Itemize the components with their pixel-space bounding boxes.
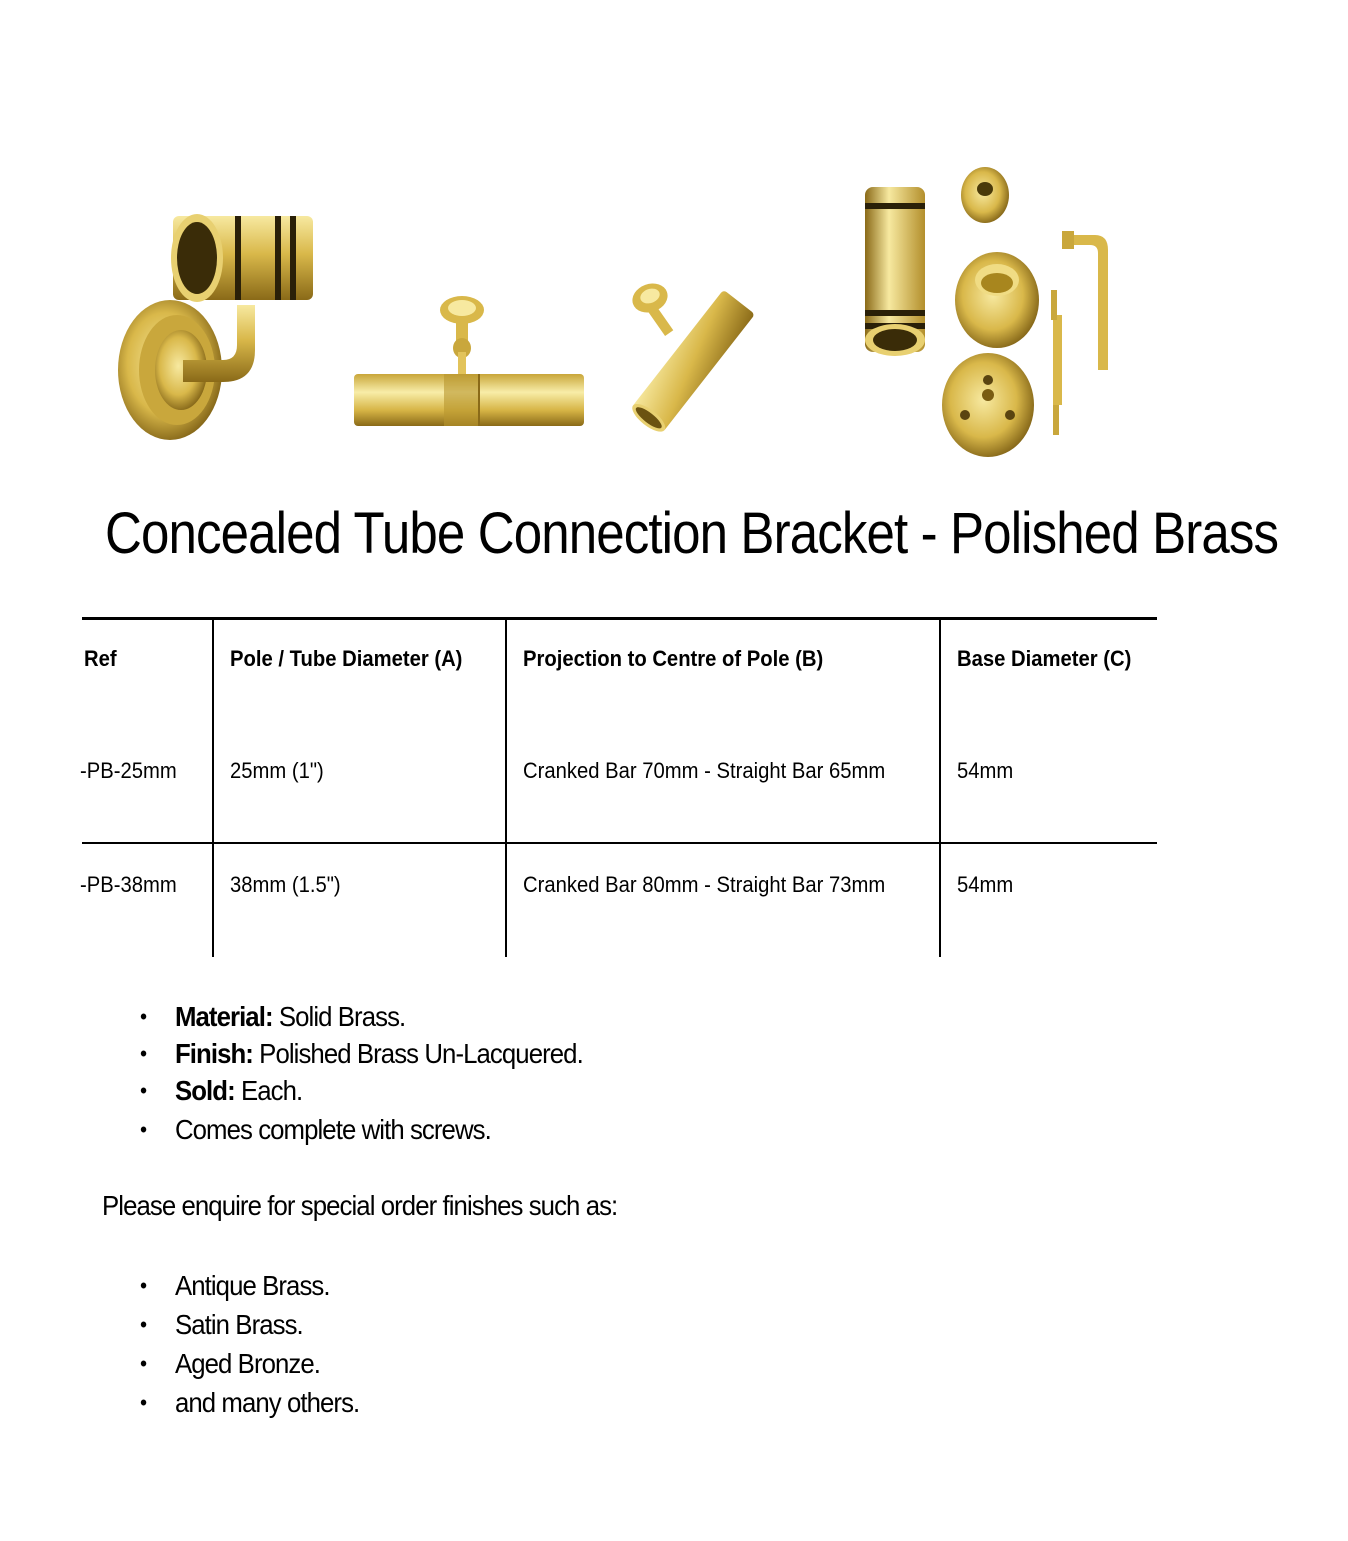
table-cell-base: 54mm (957, 758, 1014, 783)
list-item (140, 1266, 359, 1305)
table-header-ref: Ref (84, 646, 117, 671)
spec-list (140, 998, 583, 1148)
table-cell-ref: -PB-25mm (80, 758, 177, 783)
list-item (140, 1035, 583, 1072)
bullet-icon: • (140, 1273, 147, 1298)
spec-value: Polished Brass Un-Lacquered. (252, 1038, 583, 1069)
table-col-divider-2 (505, 619, 507, 957)
table-header-diameter: Pole / Tube Diameter (A) (230, 646, 463, 671)
bullet-icon: • (140, 1041, 147, 1066)
enquire-text: Please enquire for special order finishes such as: (102, 1190, 618, 1221)
list-item (140, 1072, 583, 1109)
bullet-icon: • (140, 1312, 147, 1337)
spec-value: Each. (234, 1075, 303, 1106)
table-header-base: Base Diameter (C) (957, 646, 1132, 671)
table-cell-projection: Cranked Bar 80mm - Straight Bar 73mm (523, 872, 886, 897)
page-title: Concealed Tube Connection Bracket - Polished Brass (105, 501, 1279, 566)
list-item (140, 1383, 359, 1422)
table-cell-ref: -PB-38mm (80, 872, 177, 897)
spec-label: Material: (174, 1001, 273, 1032)
spec-label: Sold: (174, 1075, 235, 1106)
table-cell-base: 54mm (957, 872, 1014, 897)
finish-name: and many others. (174, 1387, 360, 1418)
spec-label: Finish: (174, 1038, 253, 1069)
list-item (140, 998, 583, 1035)
list-item (140, 1344, 359, 1383)
finishes-list (140, 1266, 359, 1422)
bullet-icon: • (140, 1117, 147, 1142)
spec-value: Solid Brass. (272, 1001, 406, 1032)
finish-name: Antique Brass. (174, 1270, 330, 1301)
table-cell-diameter: 38mm (1.5") (230, 872, 341, 897)
table-header-projection: Projection to Centre of Pole (B) (523, 646, 824, 671)
list-item (140, 1111, 583, 1148)
spec-value: Comes complete with screws. (174, 1114, 491, 1145)
finish-name: Satin Brass. (174, 1309, 303, 1340)
bullet-icon: • (140, 1390, 147, 1415)
finish-name: Aged Bronze. (174, 1348, 321, 1379)
table-row-divider (82, 842, 1157, 844)
table-cell-projection: Cranked Bar 70mm - Straight Bar 65mm (523, 758, 886, 783)
table-top-rule (82, 617, 1157, 620)
bullet-icon: • (140, 1078, 147, 1103)
table-col-divider-3 (939, 619, 941, 957)
bullet-icon: • (140, 1351, 147, 1376)
table-cell-diameter: 25mm (1") (230, 758, 324, 783)
list-item (140, 1305, 359, 1344)
bullet-icon: • (140, 1004, 147, 1029)
table-col-divider-1 (212, 619, 214, 957)
